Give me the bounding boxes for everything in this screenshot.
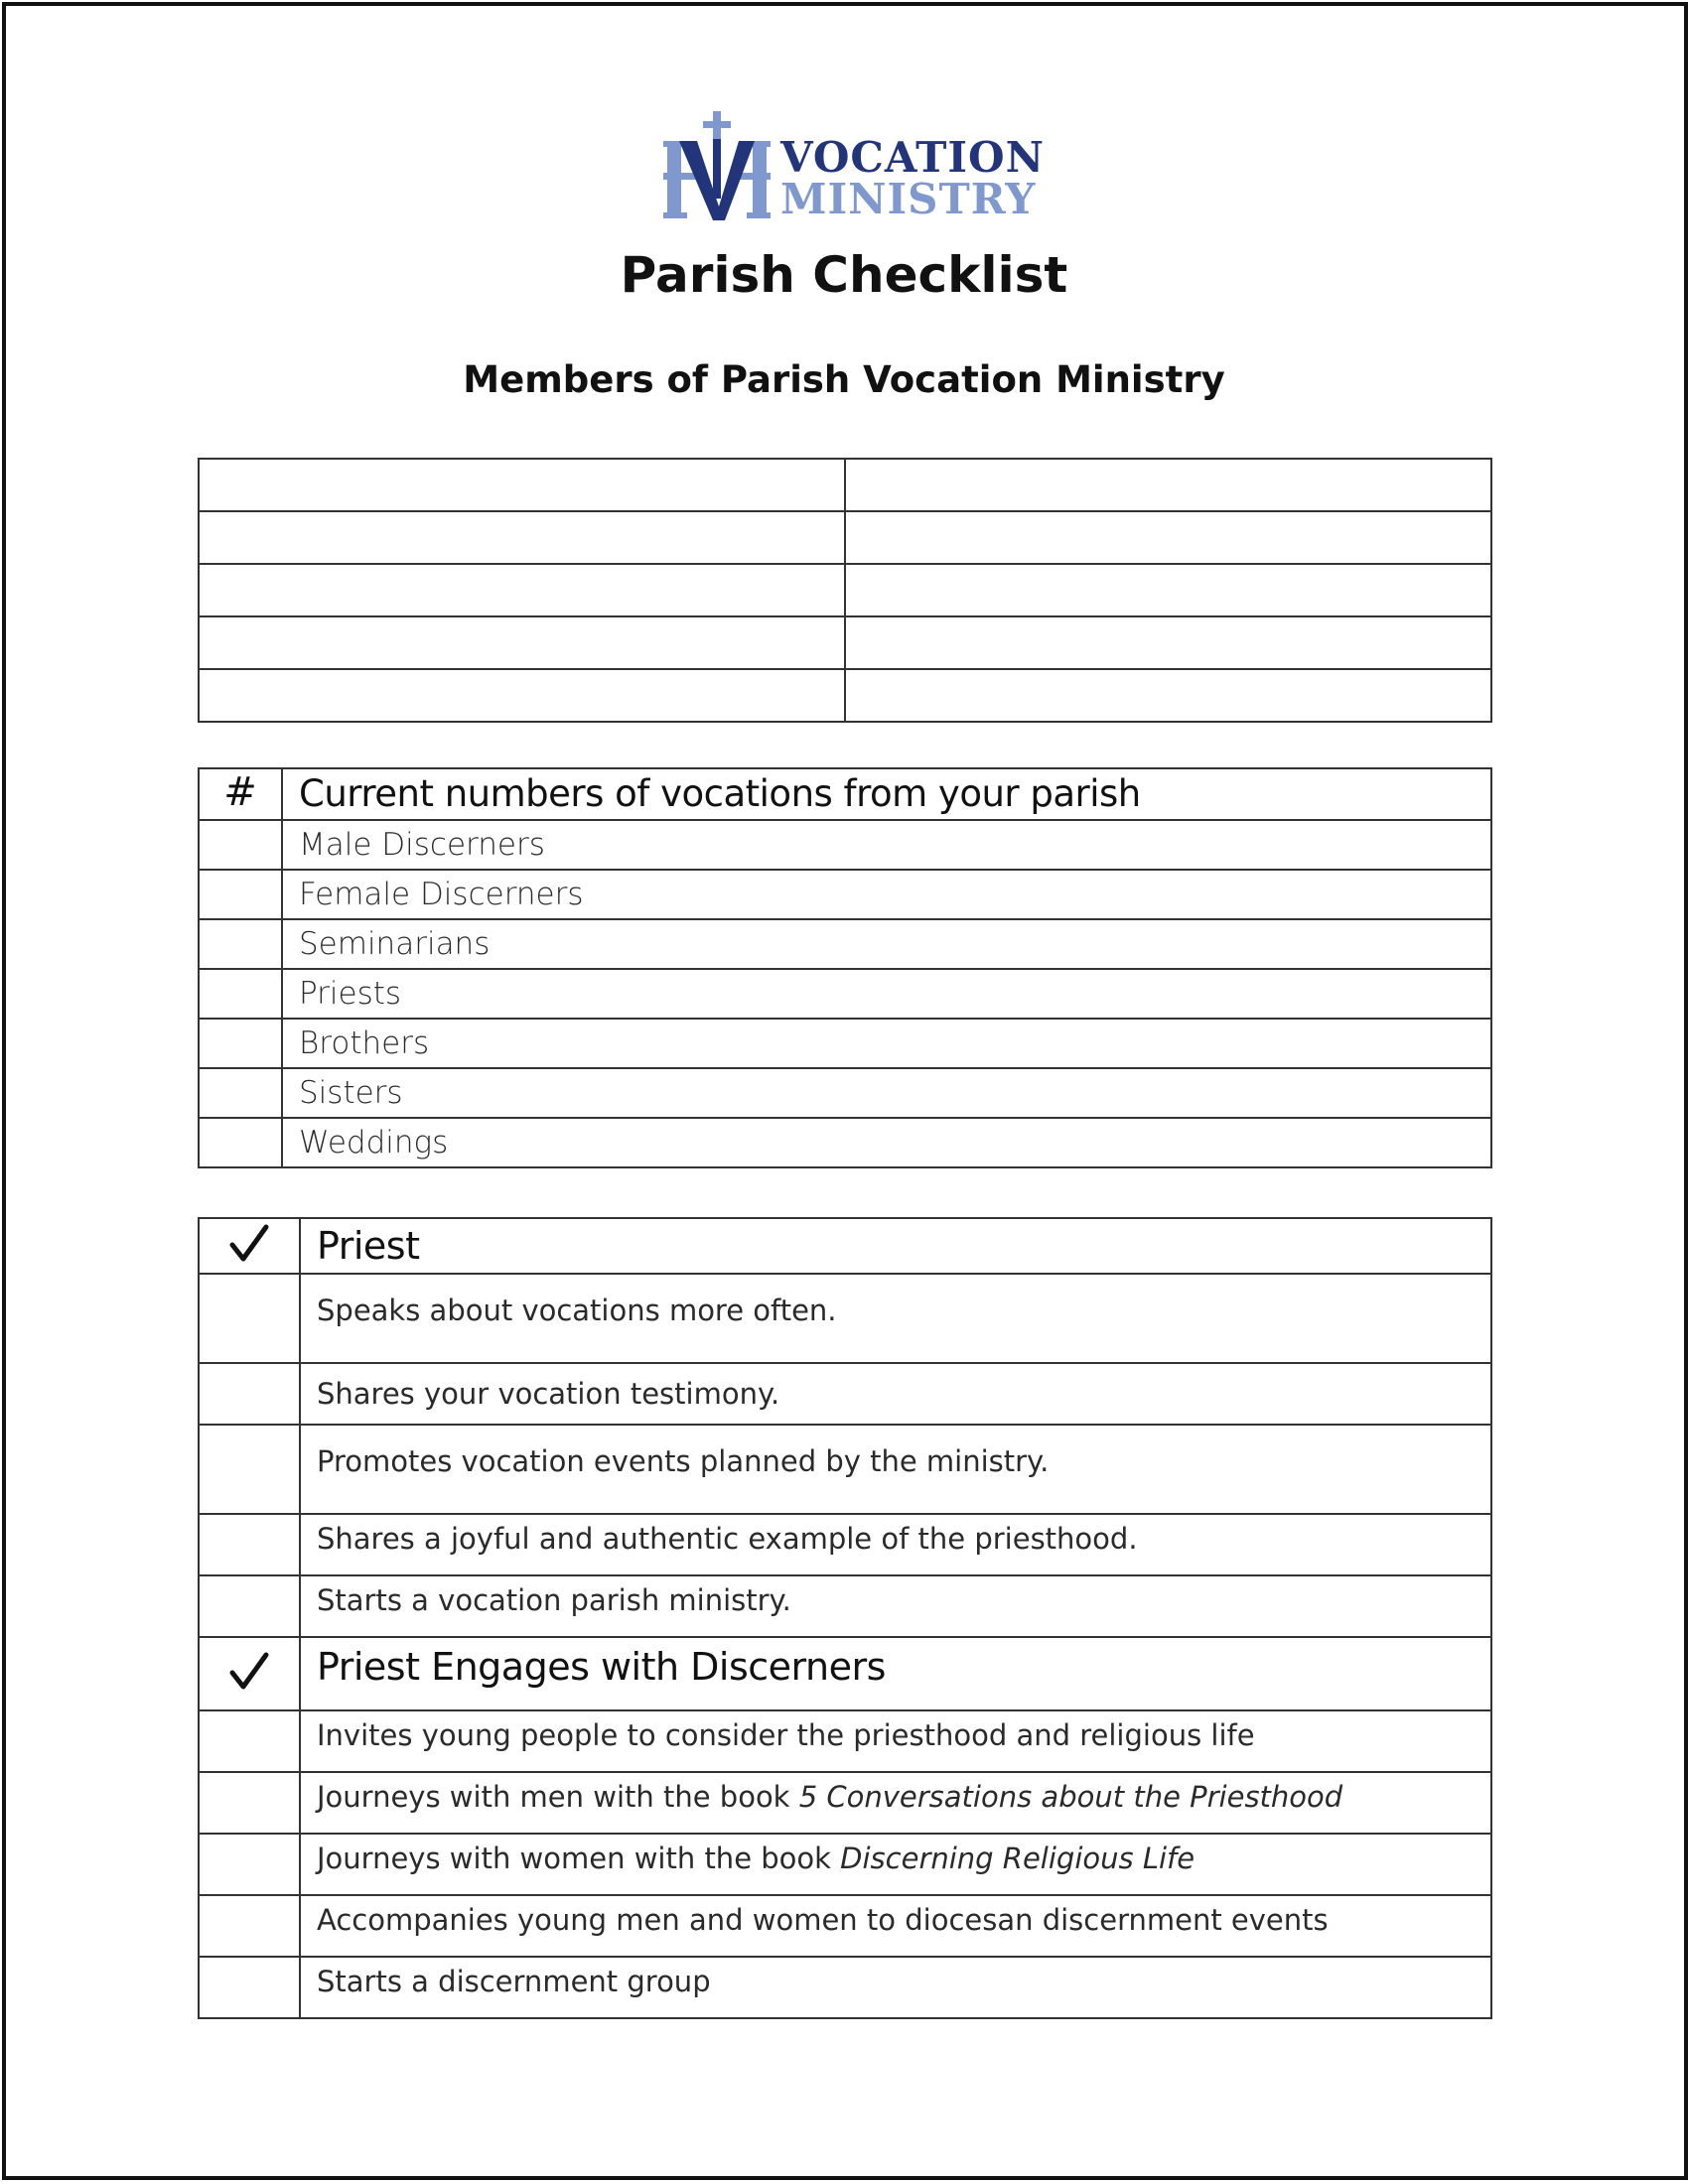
section-check-cell <box>199 1218 300 1274</box>
checklist-row <box>199 1363 1491 1425</box>
logo-wordmark <box>780 133 1046 223</box>
table-row <box>199 919 1491 969</box>
checkbox-cell[interactable] <box>199 1772 300 1834</box>
table-row <box>199 870 1491 919</box>
checklist-row <box>199 1425 1491 1514</box>
logo-line-vocation: VOCATION <box>780 133 1046 182</box>
table-row <box>199 1118 1491 1167</box>
table-row <box>199 1019 1491 1068</box>
vocations-table-header: Current numbers of vocations from your parish <box>282 768 1491 820</box>
checklist-item-text: Invites young people to consider the priesthood and religious life <box>317 1718 1255 1752</box>
table-row <box>199 669 1491 722</box>
count-cell[interactable] <box>199 1068 282 1118</box>
table-row <box>199 511 1491 564</box>
section-title-priest: Priest <box>300 1218 1491 1274</box>
book-title: 5 Conversations about the Priesthood <box>798 1780 1343 1814</box>
table-row <box>199 616 1491 669</box>
checklist-row <box>199 1957 1491 2018</box>
checkbox-cell[interactable] <box>199 1514 300 1575</box>
checkbox-cell[interactable] <box>199 1834 300 1895</box>
member-name-cell[interactable] <box>199 616 845 669</box>
table-row <box>199 564 1491 616</box>
vocation-label: Female Discerners <box>282 870 1491 919</box>
vocation-ministry-logo <box>663 111 1046 225</box>
section-title-priest-engages: Priest Engages with Discerners <box>300 1637 1491 1710</box>
checklist-row <box>199 1772 1491 1834</box>
check-icon <box>226 1221 272 1267</box>
vocation-label: Seminarians <box>282 919 1491 969</box>
count-cell[interactable] <box>199 1118 282 1167</box>
vocation-label: Male Discerners <box>282 820 1491 870</box>
checklist-item: Starts a vocation parish ministry. <box>300 1575 1491 1637</box>
checkbox-cell[interactable] <box>199 1575 300 1637</box>
book-title: Discerning Religious Life <box>840 1842 1196 1875</box>
checklist-row <box>199 1710 1491 1772</box>
count-cell[interactable] <box>199 919 282 969</box>
checklist-item-text: Journeys with women with the book <box>317 1842 841 1875</box>
table-row <box>199 969 1491 1019</box>
table-header-row <box>199 768 1491 820</box>
members-table <box>198 458 1492 723</box>
vocation-label: Priests <box>282 969 1491 1019</box>
checkbox-cell[interactable] <box>199 1957 300 2018</box>
member-name-cell[interactable] <box>845 616 1491 669</box>
table-row <box>199 459 1491 511</box>
checklist-row <box>199 1834 1491 1895</box>
checklist-item-text: Starts a discernment group <box>317 1965 711 1998</box>
checklist-item <box>300 1834 1491 1895</box>
checklist-item <box>300 1957 1491 2018</box>
page-title: Parish Checklist <box>620 246 1068 304</box>
section-header-row <box>199 1218 1491 1274</box>
table-row <box>199 1068 1491 1118</box>
cross-m-logo-icon <box>663 111 774 225</box>
checkbox-cell[interactable] <box>199 1425 300 1514</box>
member-name-cell[interactable] <box>845 511 1491 564</box>
vocation-label: Weddings <box>282 1118 1491 1167</box>
section-header-row <box>199 1637 1491 1710</box>
table-row <box>199 820 1491 870</box>
checklist-item: Shares a joyful and authentic example of the priesthood. <box>300 1514 1491 1575</box>
page-subtitle: Members of Parish Vocation Ministry <box>463 358 1225 401</box>
checkbox-cell[interactable] <box>199 1363 300 1425</box>
checklist-item-text: Journeys with men with the book <box>317 1780 799 1814</box>
checklist-row <box>199 1514 1491 1575</box>
section-check-cell <box>199 1637 300 1710</box>
checklist-row <box>199 1895 1491 1957</box>
checkbox-cell[interactable] <box>199 1895 300 1957</box>
member-name-cell[interactable] <box>845 564 1491 616</box>
vocations-count-table <box>198 767 1492 1168</box>
logo-line-ministry: MINISTRY <box>780 175 1037 223</box>
member-name-cell[interactable] <box>199 564 845 616</box>
checklist-item: Promotes vocation events planned by the ministry. <box>300 1425 1491 1514</box>
checkbox-cell[interactable] <box>199 1274 300 1363</box>
count-column-header: # <box>199 768 282 820</box>
checklist-row <box>199 1274 1491 1363</box>
checklist-item-text: Accompanies young men and women to diocesan discernment events <box>317 1903 1329 1937</box>
checklist-item <box>300 1772 1491 1834</box>
checklist-row <box>199 1575 1491 1637</box>
member-name-cell[interactable] <box>845 669 1491 722</box>
vocation-label: Brothers <box>282 1019 1491 1068</box>
vocation-label: Sisters <box>282 1068 1491 1118</box>
member-name-cell[interactable] <box>199 669 845 722</box>
priest-checklist-table <box>198 1217 1492 2019</box>
member-name-cell[interactable] <box>199 511 845 564</box>
member-name-cell[interactable] <box>199 459 845 511</box>
checkbox-cell[interactable] <box>199 1710 300 1772</box>
checklist-item: Speaks about vocations more often. <box>300 1274 1491 1363</box>
check-icon <box>226 1649 272 1695</box>
member-name-cell[interactable] <box>845 459 1491 511</box>
checklist-item: Shares your vocation testimony. <box>300 1363 1491 1425</box>
count-cell[interactable] <box>199 870 282 919</box>
checklist-item <box>300 1895 1491 1957</box>
count-cell[interactable] <box>199 969 282 1019</box>
checklist-item <box>300 1710 1491 1772</box>
count-cell[interactable] <box>199 1019 282 1068</box>
count-cell[interactable] <box>199 820 282 870</box>
